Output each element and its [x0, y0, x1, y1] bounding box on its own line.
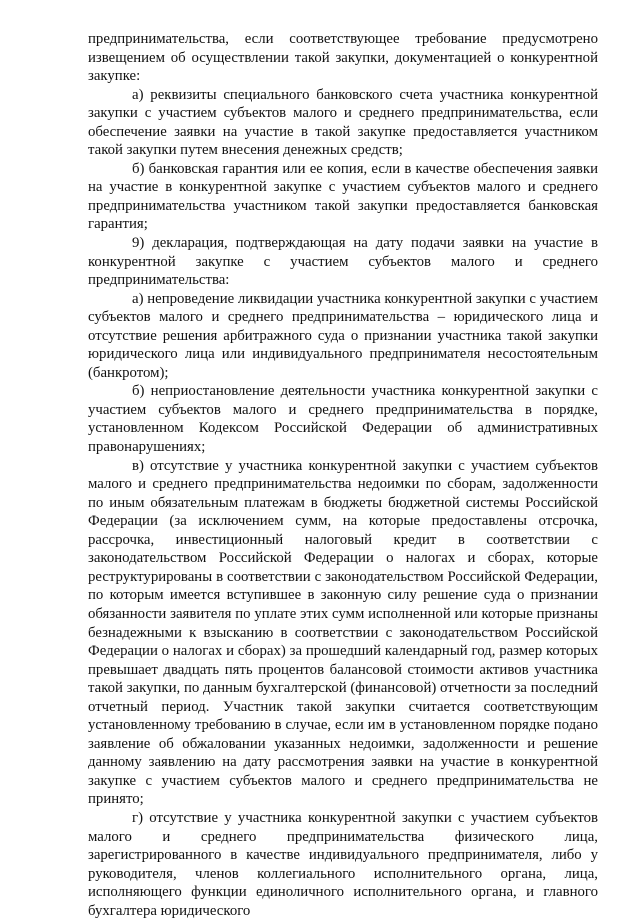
paragraph-item-g-no-criminal-record: г) отсутствие у участника конкурентной закупки с участием субъектов малого и среднего предпринимательства физического лица, зарегистрированного в качестве индивидуального предпринимателя, либо у руководителя, членов коллегиального исполнительного органа, лица, исполняющего функции единоличного исполнительного органа, и главного бухгалтера юридического — [88, 809, 598, 919]
paragraph-item-a-bank-account: а) реквизиты специального банковского счета участника конкурентной закупки с участием субъектов малого и среднего предпринимательства, если обеспечение заявки на участие в такой закупке предоставляется участником такой закупки путем внесения денежных средств; — [88, 86, 598, 159]
paragraph-item-b-bank-guarantee: б) банковская гарантия или ее копия, если в качестве обеспечения заявки на участие в конкурентной закупке с участием субъектов малого и среднего предпринимательства участником такой закупки предоставляется банковская гарантия; — [88, 160, 598, 233]
paragraph-item-a-no-liquidation: а) непроведение ликвидации участника конкурентной закупки с участием субъектов малого и среднего предпринимательства – юридического лица и отсутствие решения арбитражного суда о признании участника такой закупки юридического лица или индивидуального предпринимателя несостоятельным (банкротом); — [88, 290, 598, 381]
paragraph-item-9-declaration: 9) декларация, подтверждающая на дату подачи заявки на участие в конкурентной закупке с участием субъектов малого и среднего предпринимательства: — [88, 235, 598, 289]
paragraph-continuation: предпринимательства, если соответствующее требование предусмотрено извещением об осуществлении такой закупки, документацией о конкурентной закупке: — [88, 31, 598, 85]
paragraph-item-b-no-suspension: б) неприостановление деятельности участника конкурентной закупки с участием субъектов малого и среднего предпринимательства в порядке, установленном Кодексом Российской Федерации об административных правонарушениях; — [88, 383, 598, 456]
paragraph-item-v-no-arrears: в) отсутствие у участника конкурентной закупки с участием субъектов малого и среднего предпринимательства недоимки по сборам, задолженности по иным обязательным платежам в бюджеты бюджетной системы Российской Федерации (за исключением сумм, на которые предоставлены отсрочка, рассрочка, инвестиционный налоговый кредит в соответствии с законодательством Российской Федерации о налогах и сборах, которые реструктурированы в соответствии с законодательством Российской Федерации, по которым имеется вступившее в законную силу решение суда о признании обязанности заявителя по уплате этих сумм исполненной или которые признаны безнадежными к взысканию в соответствии с законодательством Российской Федерации о налогах и сборах) за прошедший календарный год, размер которых превышает двадцать пять процентов балансовой стоимости активов участника такой закупки, по данным бухгалтерской (финансовой) отчетности за последний отчетный период. Участник такой закупки считается соответствующим установленному требованию в случае, если им в установленном порядке подано заявление об обжаловании указанных недоимки, задолженности и решение данному заявлению на дату рассмотрения заявки на участие в конкурентной закупке с участием субъектов малого и среднего предпринимательства не принято; — [88, 457, 598, 808]
